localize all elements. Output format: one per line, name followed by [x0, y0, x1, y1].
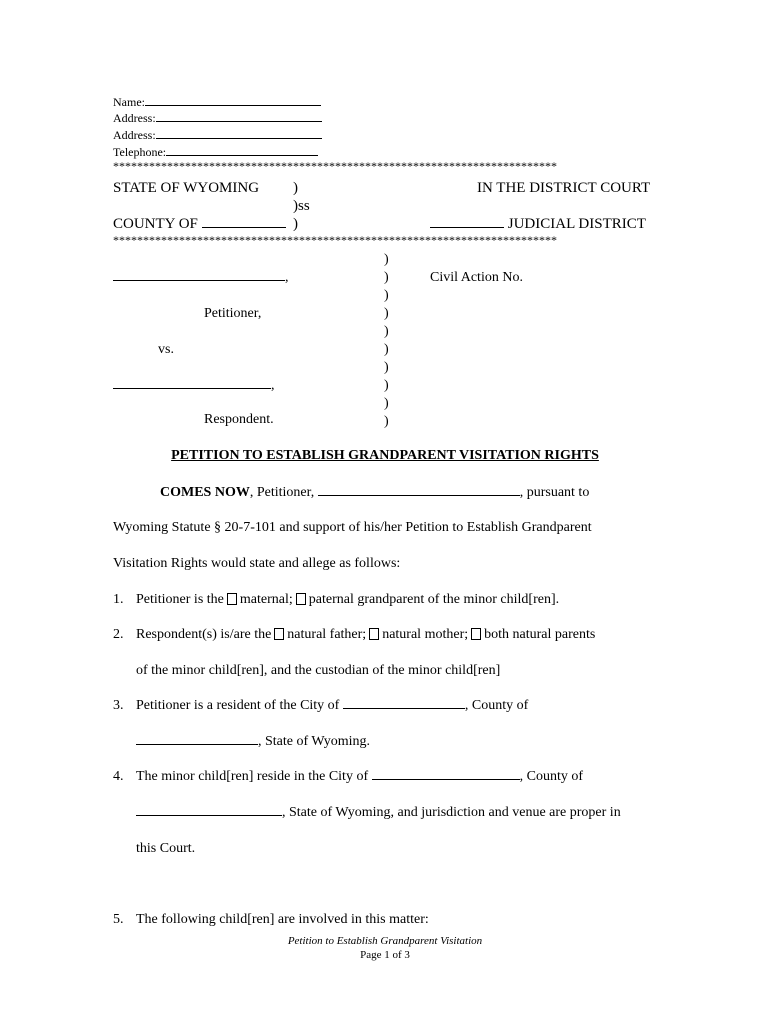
petitioner-county-blank[interactable] — [136, 744, 258, 745]
paternal-label: paternal grandparent of the minor child[ren]. — [308, 592, 560, 607]
county-blank[interactable] — [202, 227, 286, 228]
both-parents-checkbox[interactable] — [471, 628, 481, 640]
item-2-text-a: Respondent(s) is/are the — [136, 627, 272, 642]
item-1-text-a: Petitioner is the — [136, 592, 224, 607]
name-line — [113, 94, 321, 110]
paren-2: ) — [384, 270, 389, 285]
item-4-state-text: , State of Wyoming, and jurisdiction and venue are proper in — [282, 805, 621, 820]
petitioner-comma: , — [285, 270, 289, 285]
item-2-number: 2. — [113, 627, 124, 642]
item-1-number: 1. — [113, 592, 124, 607]
item-4-line-2 — [136, 805, 621, 821]
item-3-state-text: , State of Wyoming. — [258, 734, 371, 749]
ss-label: )ss — [293, 198, 310, 214]
item-5-text: The following child[ren] are involved in this matter: — [136, 912, 429, 927]
item-4 — [136, 769, 583, 785]
respondent-name-blank[interactable] — [113, 388, 271, 389]
paren-10: ) — [384, 414, 389, 429]
paren-1: ) — [384, 252, 389, 267]
paren-4: ) — [384, 306, 389, 321]
item-2 — [136, 627, 595, 643]
address-blank-1[interactable] — [156, 121, 322, 122]
paternal-checkbox[interactable] — [296, 593, 306, 605]
vs-label: vs. — [158, 342, 174, 357]
item-4-text-a: The minor child[ren] reside in the City of — [136, 769, 369, 784]
district-blank[interactable] — [430, 227, 504, 228]
intro-line-1 — [160, 485, 589, 501]
petitioner-name-blank[interactable] — [113, 280, 285, 281]
address-line-2 — [113, 127, 322, 143]
caption-paren-3: ) — [293, 216, 298, 232]
maternal-label: maternal; — [239, 592, 293, 607]
telephone-blank[interactable] — [166, 155, 318, 156]
footer-page-number: Page 1 of 3 — [360, 949, 410, 961]
address-blank-2[interactable] — [156, 138, 322, 139]
item-1 — [136, 592, 559, 608]
item-3-line-2 — [136, 734, 370, 750]
paren-8: ) — [384, 378, 389, 393]
both-parents-label: both natural parents — [484, 627, 596, 642]
name-label: Name: — [113, 95, 145, 109]
natural-mother-checkbox[interactable] — [369, 628, 379, 640]
comes-now-label: COMES NOW — [160, 485, 250, 500]
address-label-1: Address: — [113, 111, 156, 125]
document-title: PETITION TO ESTABLISH GRANDPARENT VISITATION RIGHTS — [171, 448, 599, 463]
asterisk-divider-bottom: ************************************************************************** — [113, 233, 557, 247]
petitioner-text: , Petitioner, — [249, 485, 315, 500]
county-label: COUNTY OF — [113, 216, 198, 232]
telephone-line — [113, 144, 318, 160]
item-2-line-2: of the minor child[ren], and the custodian of the minor child[ren] — [136, 663, 501, 678]
petitioner-city-blank[interactable] — [343, 708, 465, 709]
civil-action-label: Civil Action No. — [430, 270, 523, 285]
paren-7: ) — [384, 360, 389, 375]
item-3-number: 3. — [113, 698, 124, 713]
asterisk-divider-top: ************************************************************************** — [113, 159, 557, 173]
petitioner-label: Petitioner, — [204, 306, 262, 321]
item-4-number: 4. — [113, 769, 124, 784]
address-label-2: Address: — [113, 128, 156, 142]
telephone-label: Telephone: — [113, 145, 167, 159]
natural-father-checkbox[interactable] — [274, 628, 284, 640]
intro-petitioner-blank[interactable] — [318, 495, 520, 496]
item-4-county-text: , County of — [519, 769, 583, 784]
paren-3: ) — [384, 288, 389, 303]
state-label: STATE OF WYOMING — [113, 180, 260, 196]
intro-line-3: Visitation Rights would state and allege as follows: — [113, 556, 401, 571]
item-3-text-a: Petitioner is a resident of the City of — [136, 698, 340, 713]
item-3-county-text: , County of — [464, 698, 529, 713]
address-line-1 — [113, 110, 322, 126]
item-3 — [136, 698, 528, 714]
child-county-blank[interactable] — [136, 815, 282, 816]
district-label: JUDICIAL DISTRICT — [507, 216, 646, 232]
county-line — [113, 216, 286, 233]
item-5-number: 5. — [113, 912, 124, 927]
court-label: IN THE DISTRICT COURT — [477, 180, 651, 196]
footer-title: Petition to Establish Grandparent Visitation — [287, 935, 483, 947]
respondent-label: Respondent. — [204, 412, 274, 427]
respondent-name-line — [113, 378, 275, 394]
petitioner-name-line — [113, 270, 289, 286]
respondent-comma: , — [271, 378, 275, 393]
natural-mother-label: natural mother; — [382, 627, 469, 642]
paren-9: ) — [384, 396, 389, 411]
paren-6: ) — [384, 342, 389, 357]
caption-paren-1: ) — [293, 180, 298, 196]
name-blank[interactable] — [145, 105, 321, 106]
child-city-blank[interactable] — [372, 779, 520, 780]
maternal-checkbox[interactable] — [227, 593, 237, 605]
pursuant-text: , pursuant to — [519, 485, 590, 500]
district-line — [430, 216, 646, 233]
intro-line-2: Wyoming Statute § 20-7-101 and support of his/her Petition to Establish Grandparent — [113, 520, 592, 535]
natural-father-label: natural father; — [287, 627, 367, 642]
paren-5: ) — [384, 324, 389, 339]
item-4-line-3: this Court. — [136, 841, 196, 856]
